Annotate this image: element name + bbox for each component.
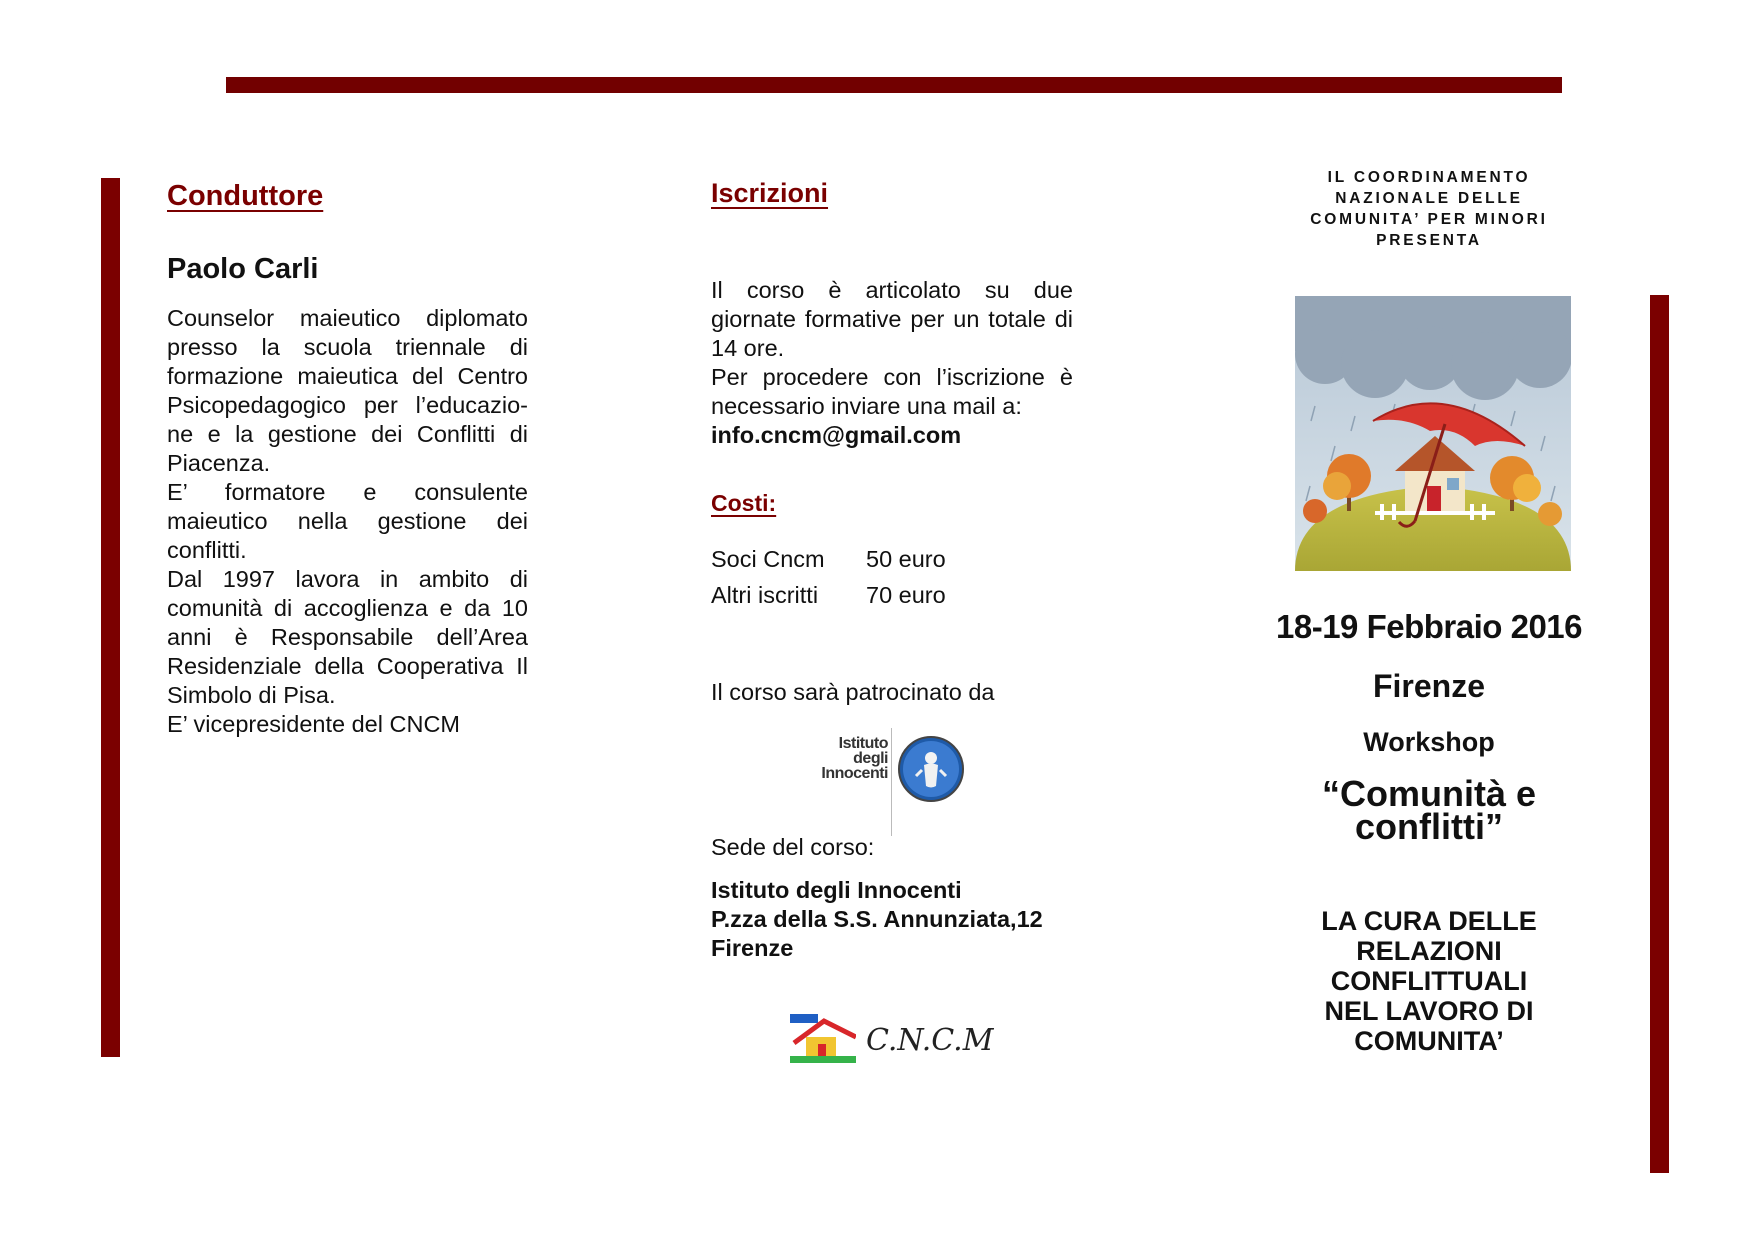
event-subtitle [1220,906,1638,1056]
cncm-logo-text: C.N.C.M [866,1023,994,1058]
conduttore-heading: Conduttore [167,180,324,212]
logo-text-line: Istituto [838,735,888,752]
cncm-logo [790,1005,1000,1070]
contact-email[interactable]: info.cncm@gmail.com [711,422,962,448]
cost-price: 50 euro [866,546,946,572]
umbrella-house-illustration [1295,296,1571,571]
cost-label: Altri iscritti [711,582,819,608]
presenter-line: IL COORDINAMENTO [1327,169,1531,186]
patronage-text: Il corso sarà patrocinato da [711,679,995,705]
course-info [711,276,1073,450]
presenter-line: PRESENTA [1376,232,1482,249]
bio-paragraph: E’ vicepresidente del CNCM [167,711,460,737]
venue-label: Sede del corso: [711,834,875,860]
venue-line: Firenze [711,935,794,961]
right-side-bar [1650,295,1669,1173]
costs-table [711,545,1073,617]
event-title-line: “Comunità e [1321,773,1536,814]
cost-row [711,545,1073,581]
venue-line: Istituto degli Innocenti [711,877,962,903]
presenter-line: NAZIONALE DELLE [1335,190,1523,207]
event-title-line: conflitti” [1355,806,1503,847]
bio-paragraph: Counselor maieutico diplomato presso la scuola triennale di formazione maieutica del Centro Psicopedagogico per l’educazio-ne e la gestione dei Conflitti di Piacenza. [167,305,528,476]
event-subtitle-line: NEL LAVORO DI [1324,996,1534,1026]
iscrizioni-heading: Iscrizioni [711,178,829,208]
logo-text-line: Innocenti [821,765,888,782]
logo-text-line: degli [853,750,888,767]
presenter-bio [167,304,528,739]
left-side-bar [101,178,120,1057]
event-title [1220,773,1638,847]
event-type: Workshop [1363,727,1495,757]
enrollment-procedure: Per procedere con l’iscrizione è necessario inviare una mail a: [711,364,1073,419]
venue-address [711,876,1073,963]
presenter-line: COMUNITA’ PER MINORI [1310,211,1548,228]
presenter-name: Paolo Carli [167,253,319,285]
course-intro: Il corso è articolato su due giornate formative per un totale di 14 ore. [711,277,1073,361]
event-subtitle-line: LA CURA DELLE [1321,906,1537,936]
bio-paragraph: Dal 1997 lavora in ambito di comunità di accoglienza e da 10 anni è Responsabile dell’Area Residenziale della Cooperativa Il Simbolo di Pisa. [167,566,528,708]
event-subtitle-line: COMUNITA’ [1354,1026,1504,1056]
cost-price: 70 euro [866,582,946,608]
costs-heading: Costi: [711,490,777,516]
presenter-block [1220,167,1638,251]
event-subtitle-line: CONFLITTUALI [1330,966,1528,996]
cncm-house-icon [790,1013,856,1063]
bio-paragraph: E’ formatore e consulente maieutico nella gestione dei conflitti. [167,479,528,563]
event-city: Firenze [1372,668,1486,704]
cost-row [711,581,1073,617]
cost-label: Soci Cncm [711,546,825,572]
venue-line: P.zza della S.S. Annunziata,12 [711,906,1043,932]
top-divider-bar [226,77,1562,93]
event-subtitle-line: RELAZIONI [1356,936,1502,966]
event-date: 18-19 Febbraio 2016 [1276,608,1582,645]
istituto-innocenti-logo [800,728,970,838]
innocenti-emblem-icon [896,734,966,804]
